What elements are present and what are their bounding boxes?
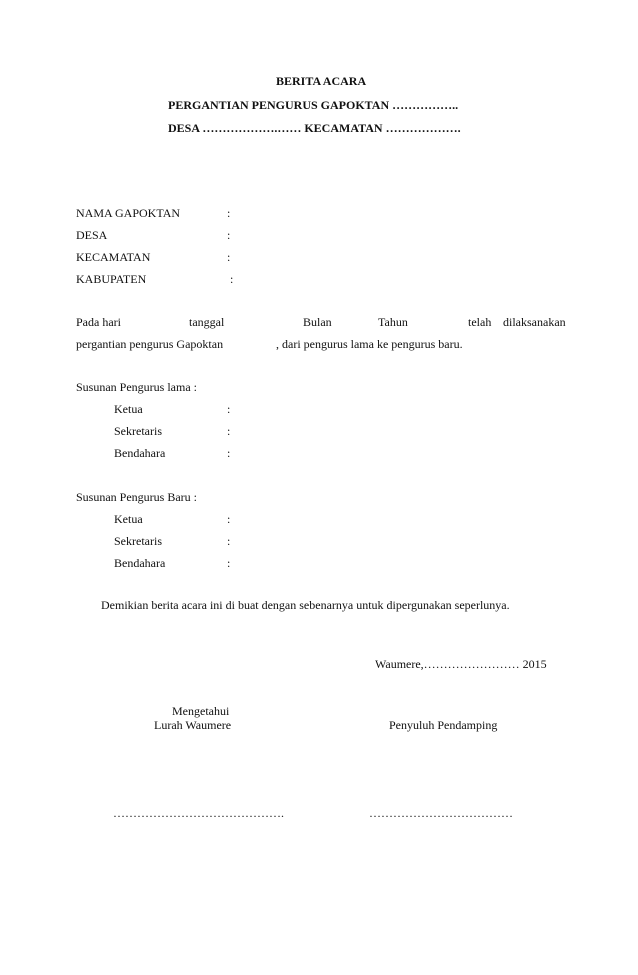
pengurus-baru-ketua-label: Ketua [114,512,143,526]
header-line-desa-kecamatan: DESA ……………….…… KECAMATAN ………………. [168,121,461,135]
colon: : [227,402,231,416]
colon: : [227,250,231,264]
paragraph-word-tahun: Tahun [378,315,408,329]
pengurus-baru-heading: Susunan Pengurus Baru : [76,490,197,504]
pengurus-baru-bendahara-label: Bendahara [114,556,166,570]
paragraph-word-telah: telah [468,315,492,329]
lurah-label: Lurah Waumere [154,718,232,732]
colon: : [227,206,231,220]
colon: : [230,272,234,286]
colon: : [227,446,231,460]
place-date: Waumere,…………………… 2015 [375,657,547,671]
label-kabupaten: KABUPATEN [76,272,147,286]
pengurus-lama-heading: Susunan Pengurus lama : [76,380,197,394]
colon: : [227,228,231,242]
pengurus-baru-sekretaris-label: Sekretaris [114,534,162,548]
mengetahui-label: Mengetahui [172,704,230,718]
paragraph-word-pada-hari: Pada hari [76,315,121,329]
pengurus-lama-sekretaris-label: Sekretaris [114,424,162,438]
pengurus-lama-bendahara-label: Bendahara [114,446,166,460]
penyuluh-label: Penyuluh Pendamping [389,718,498,732]
colon: : [227,534,231,548]
paragraph-word-bulan: Bulan [303,315,332,329]
closing-statement: Demikian berita acara ini di buat dengan sebenarnya untuk dipergunakan seperlunya. [101,598,510,612]
pengurus-lama-ketua-label: Ketua [114,402,143,416]
label-kecamatan: KECAMATAN [76,250,151,264]
label-desa: DESA [76,228,108,242]
document-title: BERITA ACARA [276,74,367,88]
signature-line-lurah: ……………………………………. [113,806,284,820]
label-nama-gapoktan: NAMA GAPOKTAN [76,206,181,220]
signature-line-penyuluh: ……………………………… [369,806,513,820]
colon: : [227,556,231,570]
paragraph-word-dilaksanakan: dilaksanakan [503,315,566,329]
paragraph-word-tanggal: tanggal [189,315,225,329]
colon: : [227,424,231,438]
paragraph-line2-end: , dari pengurus lama ke pengurus baru. [276,337,463,351]
paragraph-line2-start: pergantian pengurus Gapoktan [76,337,224,351]
header-line-gapoktan: PERGANTIAN PENGURUS GAPOKTAN …………….. [168,98,459,112]
colon: : [227,512,231,526]
